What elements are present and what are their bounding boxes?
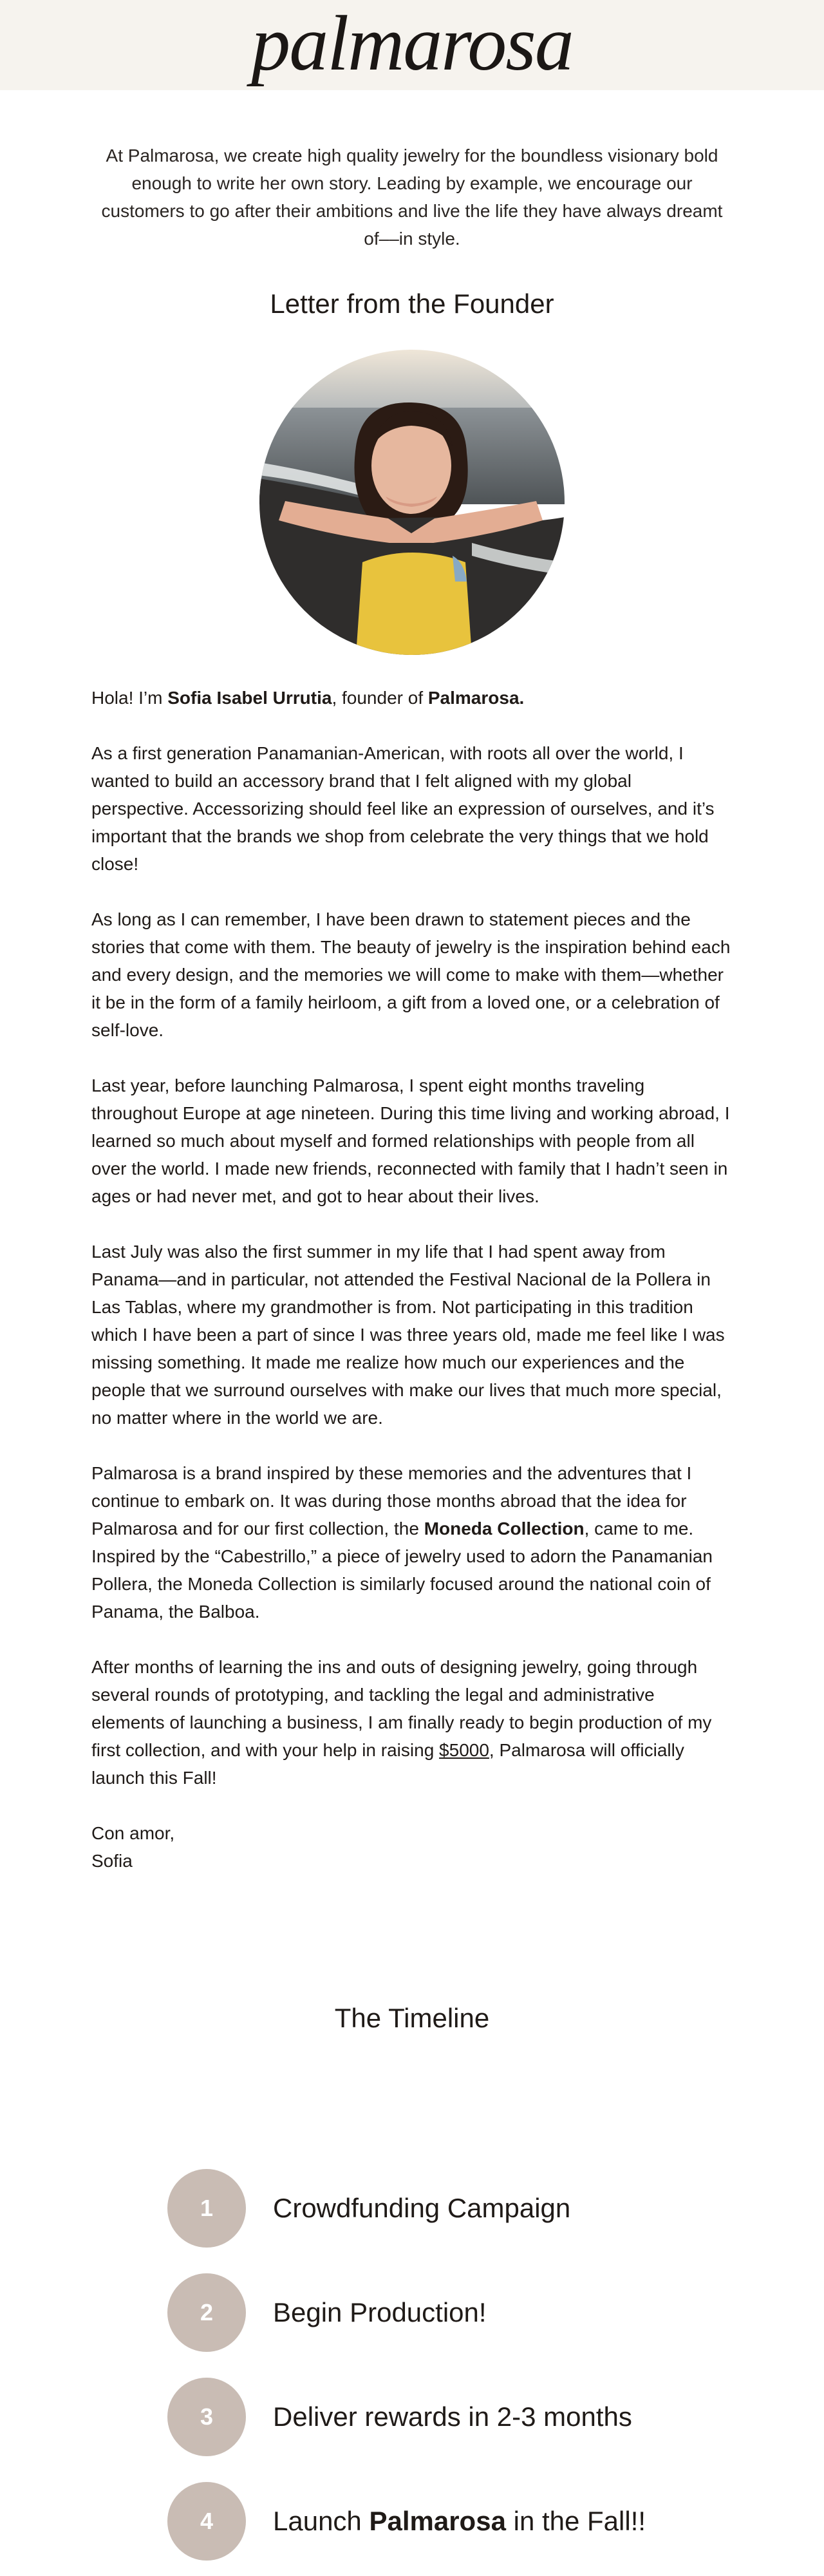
letter-signoff: Con amor, — [91, 1823, 175, 1843]
timeline-step — [167, 2169, 695, 2248]
letter-greeting — [91, 684, 733, 712]
header-banner — [0, 0, 824, 90]
letter-paragraph: Last year, before launching Palmarosa, I spent eight months traveling throughout Europe at age nineteen. During this time living and working abroad, I learned so much about myself and formed relationships with people from all over the world. I made new friends, reconnected with family that I hadn’t seen in ages or had never met, and got to hear about their lives. — [91, 1075, 730, 1206]
founder-name: Sofia Isabel Urrutia — [167, 688, 332, 708]
greeting-prefix: Hola! I’m — [91, 688, 168, 708]
timeline-step — [167, 2482, 695, 2561]
letter-signature: Sofia — [91, 1851, 133, 1871]
timeline-step-label: Begin Production! — [273, 2297, 487, 2327]
greeting-brand: Palmarosa. — [427, 688, 525, 708]
p5-text-b: , came to me. Inspired by the “Cabestrillo,” a piece of jewelry used to adorn the Panamanian Pollera, the Moneda Collection is similarly focused around the national coin of Panama, the Balboa. — [91, 1519, 713, 1622]
timeline-step-label: Deliver rewards in 2-3 months — [273, 2401, 632, 2432]
timeline-label-prefix: Launch — [273, 2506, 370, 2536]
p6-text-b: , Palmarosa will officially launch this Fall! — [91, 1740, 684, 1788]
founder-portrait — [259, 350, 565, 655]
letter-paragraph: As long as I can remember, I have been drawn to statement pieces and the stories that come with them. The beauty of jewelry is the inspiration behind each and every design, and the memories we will come to make with them—whether it be in the form of a family heirloom, a gift from a loved one, or a celebration of self-love. — [91, 909, 731, 1040]
timeline-step-number: 4 — [167, 2482, 246, 2561]
brand-logo[interactable]: palmarosa — [251, 0, 573, 87]
p5-text-a: Palmarosa is a brand inspired by these memories and the adventures that I continue to embark on. It was during those months abroad that the idea for Palmarosa and for our first collection, the — [91, 1463, 692, 1539]
timeline-title: The Timeline — [334, 2003, 490, 2033]
timeline-step-label: Crowdfunding Campaign — [273, 2193, 571, 2223]
greeting-mid: , founder of — [332, 688, 428, 708]
timeline-step — [167, 2273, 695, 2352]
collection-name: Moneda Collection — [424, 1519, 585, 1539]
timeline-step-number: 1 — [167, 2169, 246, 2248]
funding-goal-link[interactable]: $5000 — [439, 1740, 489, 1760]
timeline-step-number: 2 — [167, 2273, 246, 2352]
timeline-step-label — [273, 2482, 646, 2561]
letter-paragraph — [91, 1653, 733, 1792]
timeline-step — [167, 2378, 695, 2456]
intro-paragraph: At Palmarosa, we create high quality jewelry for the boundless visionary bold enough to write her own story. Leading by example, we encourage our customers to go after their ambitions and live the life they have always dreamt of––in style. — [101, 146, 723, 249]
founder-section-title: Letter from the Founder — [270, 289, 554, 319]
p6-text-a: After months of learning the ins and outs of designing jewelry, going through several rounds of prototyping, and tackling the legal and administrative elements of launching a business, I am finally ready to begin production of my first collection, and with your help in raising — [91, 1657, 712, 1760]
timeline-label-brand: Palmarosa — [369, 2506, 506, 2536]
timeline-step-number: 3 — [167, 2378, 246, 2456]
letter-paragraph — [91, 1459, 733, 1625]
letter-paragraph: Last July was also the first summer in my life that I had spent away from Panama—and in particular, not attended the Festival Nacional de la Pollera in Las Tablas, where my grandmother is from. Not participating in this tradition which I have been a part of since I was three years old, made me feel like I was missing something. It made me realize how much our experiences and the people that we surround ourselves with make our lives that much more special, no matter where in the world we are. — [91, 1242, 725, 1428]
founder-letter — [91, 684, 733, 1875]
letter-paragraph: As a first generation Panamanian-American, with roots all over the world, I wanted to build an accessory brand that I felt aligned with my global perspective. Accessorizing should feel like an expression of ourselves, and it’s important that the brands we shop from celebrate the very things that we hold close! — [91, 743, 715, 874]
timeline-label-suffix: in the Fall!! — [505, 2506, 646, 2536]
